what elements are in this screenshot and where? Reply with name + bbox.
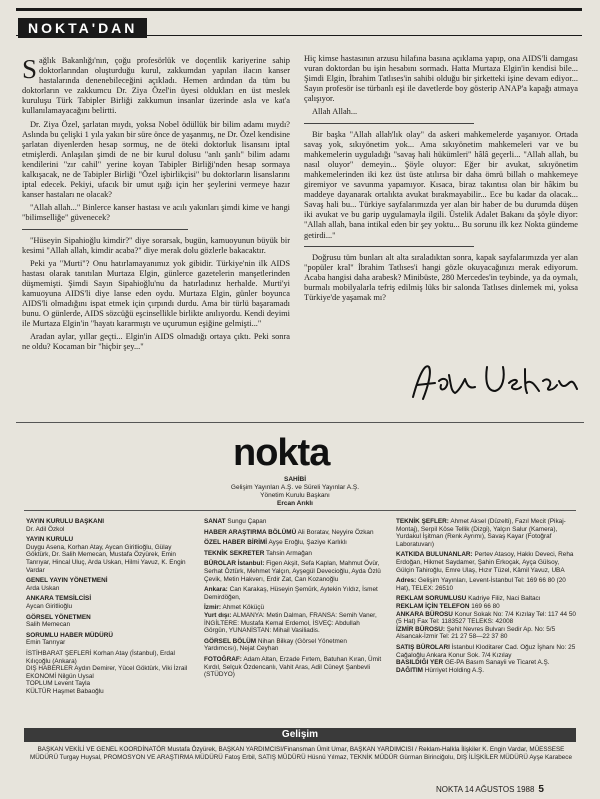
staff-column-3 bbox=[396, 518, 576, 674]
staff-entry: SORUMLU HABER MÜDÜRÜ Emin Tanrıyar bbox=[26, 631, 113, 647]
owner-label: SAHİBİ bbox=[283, 476, 307, 483]
staff-entry: REKLAM İÇİN TELEFON 169 66 80 bbox=[396, 602, 500, 610]
staff-entry: GÖRSEL BÖLÜM Nihan Bilkay (Görsel Yönetmen Yardımcısı), Nejat Ceyhan bbox=[204, 637, 347, 653]
owner-line: Yönetim Kurulu Başkanı bbox=[260, 492, 330, 499]
article-paragraph: Sağlık Bakanlığı'nın, çoğu profesörlük ve doçentlik kariyerine sahip doktorlarından oluşturduğu kurul, zakkumdan yapılan ilacın kanser hastalarında denenebileceğini açıkladı. Hemen ardından da tüm bu doktorların ve zakkumcu Dr. Ziya Özel'in üyesi oldukları en üst meslek kuruluşu Türk Tabipler Birliği zakkumun insanlar üzerinde asla ve kat'a kullanılamayacağını belirtti. bbox=[22, 54, 290, 116]
staff-entry: ANKARA BÜROSU Konur Sokak No: 7/4 Kızılay Tel: 117 44 50 (5 Hat) Fax Tel: 1183527 TELEKS: 42008 bbox=[396, 610, 576, 626]
staff-entry: ANKARA TEMSİLCİSİ Aycan Giritlioğlu bbox=[26, 595, 92, 610]
staff-entry: BÜROLAR İstanbul: Figen Akşit, Sefa Kaplan, Mahmut Övür, Serhat Öztürk, Mehmet Yalçın, Ayşegül Devecioğlu, Ayda Özlü Çevik, Metin Hakverı, Erdir Zat, Can Kozanoğlu bbox=[204, 560, 381, 583]
staff-entry: TEKNİK SEKRETER Tahsin Armağan bbox=[204, 549, 312, 557]
gelisim-title: Gelişim bbox=[281, 729, 319, 740]
staff-entry: Adres: Gelişim Yayınları, Levent-İstanbul Tel: 169 66 80 (20 Hat), TELEX: 26510 bbox=[396, 577, 566, 592]
page-number: 5 bbox=[538, 784, 544, 795]
article-paragraph: Hiç kimse hastasının arzusu hilafına basına açıklama yapıp, ona AIDS'li damgası vuran doktordan bu işin hesabını sormadı. Hatta Murtaza Elgin'in kendisi bile... Şimdi Elgin, İbrahim Tatlıses'in sahibi olduğu bir şirketteki işine devam ediyor... Sayın profesör ise türbanlı eşi ile davetlerde boy gösterip ANAP'a kapağı atmaya çalışıyor. bbox=[304, 54, 578, 104]
staff-entry: BASILDIĞI YER GE-PA Basım Sanayii ve Ticaret A.Ş. bbox=[396, 659, 550, 667]
staff-entry: Ankara: Can Karakaş, Hüseyin Şemürk, Aytekin Yıldız, İsmet Demirdöğen, bbox=[204, 586, 378, 601]
page-footer bbox=[436, 784, 544, 795]
masthead-top-rule bbox=[16, 422, 584, 423]
masthead-divider bbox=[24, 510, 576, 511]
article-right-column bbox=[304, 54, 578, 306]
staff-entry: DAĞITIM Hürriyet Holding A.Ş. bbox=[396, 666, 485, 674]
staff-entry: YAYIN KURULU Duygu Asena, Korhan Atay, Aycan Giritlioğlu, Gülay Göktürk, Dr. Salih Memecan, Mustafa Özyürek, Emin Tanrıyar, Hincal Uluç, Arda Uskan, Hilmi Yavuz, K. Engin Vardar bbox=[26, 536, 186, 574]
article-paragraph: Doğrusu tüm bunları alt alta sıraladıktan sonra, kapak sayfalarımızda yer alan "popüler kral" İbrahim Tatlıses'i hangi gözle okuyacağınızı merak ediyorum. Acaba hangisi daha arabesk? Minibüste, 280 Mercedes'in teybinde, ya da oymalı, burmalı mobilyalarla tefriş edilmiş lüks bir salonda Tatlıses dinlemek mi, yoksa Türkiye'de yaşamak mı? bbox=[304, 252, 578, 302]
staff-entry: Yurt dışı: ALMANYA: Metin Dalman, FRANSA: Semih Vaner, İNGİLTERE: Mustafa Kemal Erdemol, İSVEÇ: Abdullah Görgün, YUNANİSTAN: Mihail Vasiliadis. bbox=[204, 611, 377, 635]
article-left-column bbox=[22, 56, 290, 356]
owner-line: Gelişim Yayınları A.Ş. ve Süreli Yayınlar A.Ş. bbox=[230, 484, 360, 491]
section-divider bbox=[304, 246, 474, 247]
article-paragraph: Bir başka "Allah allah'lık olay" da askeri mahkemelerde yaşanıyor. Ortada savaş yok, sıkıyönetim yok... Ama sıkıyönetim mahkemeleri var ve bu mahkemelerin uyguladığı "savaş hali hükümleri" hâlâ geçerli... "Allah allah, bu nasıl oluyor" demeyin... Şöyle oluyor: Eğer bir avukat, sıkıyönetim mahkemelerinden iki kez üst üste atılırsa bir daha ömrü billah o mahkemeye giremiyor ve savunma yapamıyor. Kısaca, biraz takıntısı olan bir hâkim bu maddeye dayanarak ortalıkta avukat bırakmayabilir... Ece bu kadar da olacak... Savaş hali bu... Türkiye sayfalarımızda yer alan bir haber de bu durumda düşen iki avukat ve bu garip uygulamayla ilgili. Üstelik Adalet Bakanı da şöyle diyor: "Allah allah, bana intikal eden bir şey yoktu... Bu sorunu ilk kez Nokta gündeme getirdi..." bbox=[304, 129, 578, 240]
section-divider bbox=[304, 123, 474, 124]
staff-entry: HABER ARAŞTIRMA BÖLÜMÜ Ali Boratav, Neyyire Özkan bbox=[204, 528, 374, 536]
staff-entry: DIŞ HABERLER Aydın Demirer, Yücel Göktürk, Viki İzrail bbox=[26, 665, 188, 673]
staff-entry: GÖRSEL YÖNETMEN Salih Memecan bbox=[26, 613, 91, 629]
staff-entry: YAYIN KURULU BAŞKANI Dr. Adil Özkol bbox=[26, 518, 104, 533]
staff-column-2 bbox=[204, 518, 382, 682]
staff-entry: İzmir: Ahmet Köküçü bbox=[204, 604, 265, 612]
drop-cap: S bbox=[22, 54, 38, 84]
article-paragraph: Allah Allah... bbox=[312, 107, 358, 117]
section-divider bbox=[22, 229, 188, 230]
article-paragraph: "Allah allah..." Binlerce kanser hastası ve acılı yakınları şimdi kime ve hangi "bilimselliğe" güvenecek? bbox=[22, 203, 290, 223]
staff-entry: REKLAM SORUMLUSU Kadriye Filiz, Naci Baltacı bbox=[396, 595, 541, 603]
staff-entry: FOTOĞRAF: Adam Altan, Erzade Fırtem, Batuhan Kıran, Ümit Kırdıl, Selçuk Özdencanlı, Vahit Aras, Adil Cüneyt Şanbevli (STÜDYO) bbox=[204, 655, 382, 679]
staff-entry: TOPLUM Levent Tayla bbox=[26, 680, 91, 688]
staff-entry: İSTİHBARAT ŞEFLERİ Korhan Atay (İstanbul), Erdal Kılıçoğlu (Ankara) bbox=[26, 649, 175, 665]
section-title: NOKTA'DAN bbox=[18, 18, 147, 38]
owner-name: Ercan Arıklı bbox=[277, 500, 313, 507]
staff-entry: İZMİR BÜROSU: Şehit Nevres Bulvarı Sedir Ap. No: 5/5 Alsancak-İzmir Tel: 21 27 58—22 37 80 bbox=[396, 625, 556, 641]
staff-entry: TEKNİK ŞEFLER: Ahmet Aksel (Düzelti), Fazıl Mecit (Pikaj-Montaj), Serpil Köse Tellik (Dizgi), Yalçın Salur (Kamera), Yurdakul İşitman (Renk Ayrımı), Savaş Kayar (Fotoğraf Laboratuvarı) bbox=[396, 518, 566, 548]
staff-entry: EKONOMİ Nilgün Uysal bbox=[26, 672, 94, 680]
issue-date: NOKTA 14 AĞUSTOS 1988 bbox=[436, 785, 535, 794]
article-paragraph: "Hüseyin Sipahioğlu kimdir?" diye sorarsak, bugün, kamuoyunun büyük bir kesimi "Allah allah, kimdir acaba?" diye merak dolu gözlerle bakacaktır. bbox=[22, 235, 290, 255]
article-paragraph: Dr. Ziya Özel, şarlatan mıydı, yoksa Nobel ödüllük bir bilim adamı mıydı? Aslında bu çelişki 1 yıla yakın bir süre önce de yaşanmış, ne Dr. Özel kendisine şarlatan diyenlerden hesap sormuş, ne de öteki doktorluk lisansını iptal etmişlerdi. Anlaşılan şimdi de ne bir kurul dolusu "anlı şanlı" bilim adamı kendilerini "zır cahil" yerine koyan Tabipler Birliği'nden hesap sormaya kalkışacak, ne de Tabipler Birliği "Özel işbirlikçisi" bu doktorların lisanslarını iptal edecek. Pekiyi, ufacık bir umut ışığı için her şeylerini vermeye hazır kanser hastaları ne olacak? bbox=[22, 119, 290, 200]
owner-block bbox=[150, 476, 440, 508]
nokta-logo: nokta bbox=[233, 432, 330, 474]
staff-entry: KÜLTÜR Haşmet Babaoğlu bbox=[26, 687, 104, 695]
staff-column-1 bbox=[26, 518, 196, 695]
staff-entry: GENEL YAYIN YÖNETMENİ Arda Uskan bbox=[26, 577, 108, 592]
staff-entry: ÖZEL HABER BİRİMİ Ayşe Eroğlu, Şaziye Karlıklı bbox=[204, 539, 347, 547]
article-paragraph: Peki ya "Murti"? Onu hatırlamayanımız yok gibidir. Türkiye'nin ilk AIDS hastası olarak tanıtılan Murtaza Elgin, günlerce gazetelerin manşetlerinden düşmemişti. Şimdi Sayın Sipahioğlu'nu da hatırladınız herhalde. Murti'yi kamuoyuna AIDS'li diye lanse eden oydu. Murtaza Elgin, günler boyunca AIDS'li olmadığını ispat etmek için çırpındı durdu. Ama bir türlü başaramadı bunu. O günlerde, AIDS sözcüğü eşcinsellikle birlikte anılıyordu. Kendi deyimi ile Murtaza Elgin'in "hayatı kararmıştı ve uçurumun eşiğine gelmişti..." bbox=[22, 258, 290, 329]
gelisim-staff: BAŞKAN VEKİLİ VE GENEL KOORDİNATÖR Mustafa Özyürek, BAŞKAN YARDIMCISI/Finansman Ümit Umar, BAŞKAN YARDIMCISI / Reklam-Halkla İlişkiler K. Engin Vardar, MÜESSESE MÜDÜRÜ Turgay Huysal, PROMOSYON VE ARAŞTIRMA MÜDÜRÜ Fatoş Erbil, SATIŞ MÜDÜRÜ Hüsnü Yılmaz, TEKNİK MÜDÜR Gürman Birinciğolu, DIŞ İLİŞKİLER MÜDÜRÜ Ayşe Karabece bbox=[30, 746, 572, 761]
author-signature bbox=[405, 355, 585, 405]
staff-entry: SATIŞ BÜROLARI İstanbul Kloditarer Cad. Oğuz İşhanı No: 25 Cağaloğlu Ankara Konur Sok. 7/4 Kızılay bbox=[396, 643, 576, 659]
staff-entry: SANAT Sungu Çapan bbox=[204, 518, 267, 525]
article-paragraph: Aradan aylar, yıllar geçti... Elgin'in AIDS olmadığı ortaya çıktı. Peki sonra ne oldu? Kocaman bir "hiçbir şey..." bbox=[22, 332, 290, 352]
staff-entry: KATKIDA BULUNANLAR: Pertev Atasoy, Hakkı Deveci, Reha Erdoğan, Hikmet Saydamer, Şahin Erkoçak, Ayça Gülsoy, Gülçin Tahiroğlu, Emre Ulaş, Hızır Tüzel, Kâmil Yavuz, UBA bbox=[396, 551, 574, 574]
